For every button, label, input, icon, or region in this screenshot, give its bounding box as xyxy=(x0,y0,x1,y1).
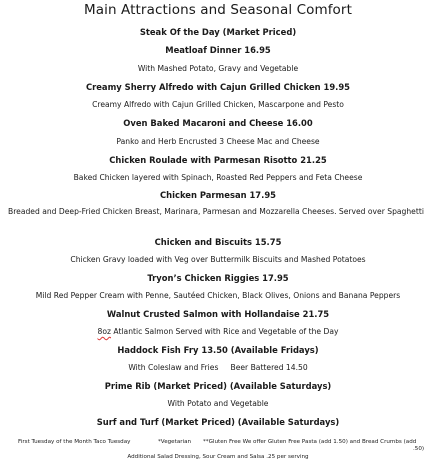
item-biscuits-name: Chicken and Biscuits 15.75 xyxy=(154,237,282,247)
item-haddock-desc: With Coleslaw and Fries Beer Battered 14.50 xyxy=(128,363,308,372)
footer-gluten-free-cont: .50) xyxy=(413,446,425,452)
item-alfredo-name: Creamy Sherry Alfredo with Cajun Grilled Chicken 19.95 xyxy=(85,82,351,92)
item-surfturf-name: Surf and Turf (Market Priced) (Available Saturdays) xyxy=(96,417,340,427)
item-biscuits-desc: Chicken Gravy loaded with Veg over Buttermilk Biscuits and Mashed Potatoes xyxy=(70,255,366,264)
item-salmon-desc xyxy=(0,327,436,336)
item-parmesan-name: Chicken Parmesan 17.95 xyxy=(160,190,276,200)
item-parmesan-desc: Breaded and Deep-Fried Chicken Breast, Marinara, Parmesan and Mozzarella Cheeses. Served over Spaghetti xyxy=(8,207,424,216)
item-mac-name: Oven Baked Macaroni and Cheese 16.00 xyxy=(123,118,313,128)
footer-gluten-free-note: **Gluten Free We offer Gluten Free Pasta (add 1.50) and Bread Crumbs (add xyxy=(203,439,417,445)
footer-vegetarian-note: *Vegetarian xyxy=(158,439,192,445)
item-primerib-name: Prime Rib (Market Priced) (Available Saturdays) xyxy=(104,381,332,391)
item-meatloaf-name: Meatloaf Dinner 16.95 xyxy=(165,45,271,55)
item-mac-desc: Panko and Herb Encrusted 3 Cheese Mac and Cheese xyxy=(116,137,320,146)
item-steak-name: Steak Of the Day (Market Priced) xyxy=(139,27,297,37)
footer-extras-note: Additional Salad Dressing, Sour Cream and Salsa .25 per serving xyxy=(127,454,309,460)
spellcheck-underlined-word: 8oz xyxy=(97,327,111,336)
item-salmon-name: Walnut Crusted Salmon with Hollandaise 21.75 xyxy=(106,309,330,319)
item-haddock-name: Haddock Fish Fry 13.50 (Available Fridays) xyxy=(117,345,319,355)
item-primerib-desc: With Potato and Vegetable xyxy=(167,399,269,408)
item-roulade-name: Chicken Roulade with Parmesan Risotto 21.25 xyxy=(109,155,327,165)
item-riggies-name: Tryon’s Chicken Riggies 17.95 xyxy=(147,273,289,283)
item-salmon-desc-text: Atlantic Salmon Served with Rice and Vegetable of the Day xyxy=(111,327,339,336)
menu-title: Main Attractions and Seasonal Comfort xyxy=(84,2,352,18)
item-alfredo-desc: Creamy Alfredo with Cajun Grilled Chicken, Mascarpone and Pesto xyxy=(92,100,344,109)
item-roulade-desc: Baked Chicken layered with Spinach, Roasted Red Peppers and Feta Cheese xyxy=(73,173,363,182)
footer-taco-note: First Tuesday of the Month Taco Tuesday xyxy=(18,439,131,445)
item-riggies-desc: Mild Red Pepper Cream with Penne, Sautéed Chicken, Black Olives, Onions and Banana Peppers xyxy=(35,291,401,300)
item-meatloaf-desc: With Mashed Potato, Gravy and Vegetable xyxy=(137,64,299,73)
